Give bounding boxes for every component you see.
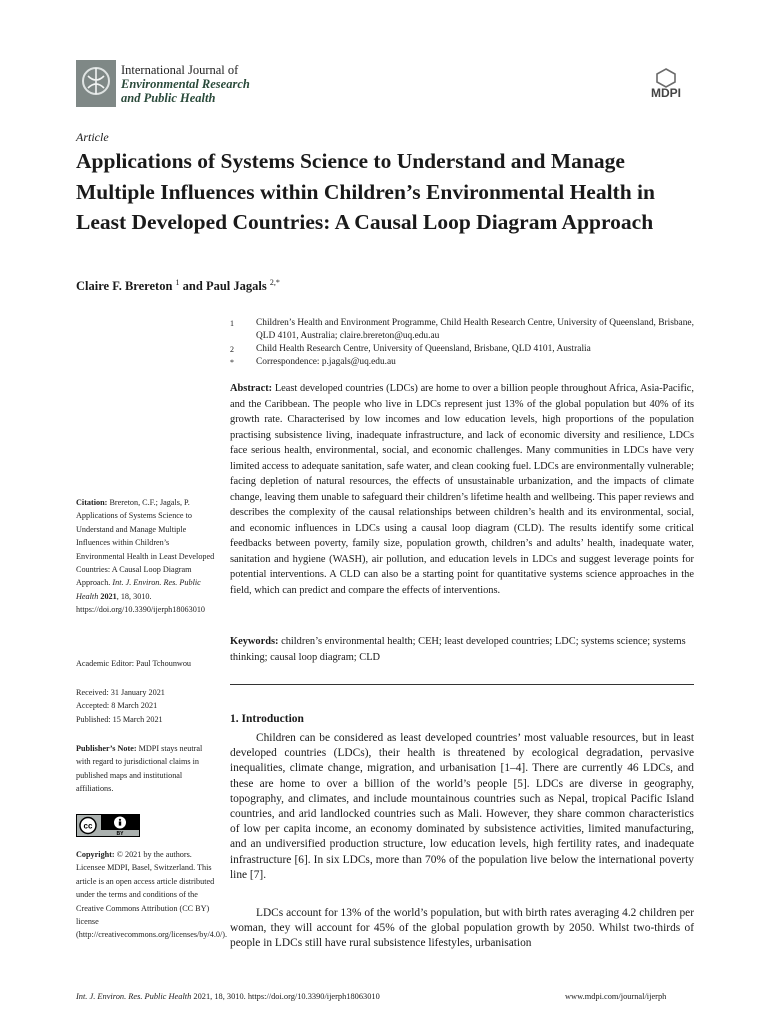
affiliations — [230, 317, 700, 369]
page-title: Applications of Systems Science to Understand and Manage Multiple Influences within Children’s Environmental Health in Least Developed Countries: A Causal Loop Diagram Approach — [76, 149, 655, 234]
date-received: Received: 31 January 2021 — [76, 688, 165, 697]
affiliation-item — [230, 317, 700, 343]
publisher-note-label: Publisher’s Note: — [76, 744, 137, 753]
journal-emblem-icon — [76, 60, 116, 107]
body-paragraph: LDCs account for 13% of the world’s population, but with birth rates averaging 4.2 children per woman, they will account for 45% of the global population growth by 2050. Whilst two-thirds of people in LDCs still have rural subsistence lifestyles, urbanisation — [230, 907, 694, 950]
author-name[interactable]: Paul Jagals — [205, 279, 267, 294]
citation-journal: Int. J. Environ. Res. Public Health — [76, 578, 201, 601]
mdpi-logo-text: MDPI — [651, 86, 681, 100]
citation-year: 2021 — [98, 591, 117, 601]
authors-conjunction: and — [179, 279, 206, 294]
divider — [230, 684, 694, 685]
journal-logo — [76, 60, 116, 107]
citation-label: Citation: — [76, 498, 108, 507]
keywords-text: children’s environmental health; CEH; least developed countries; LDC; systems science; systems thinking; causal loop diagram; CLD — [230, 636, 686, 663]
affiliation-item — [230, 343, 700, 356]
abstract-text: Least developed countries (LDCs) are home to over a billion people throughout Africa, Asia-Pacific, and the Caribbean. The people who live in LDCs represent just 13% of the global population but 40% of its growth rate. Characterised by low incomes and low education levels, high proportions of the population practising subsistence living, inadequate infrastructure, and lack of economic diversity and resilience, LDCs face serious health, environmental, social, and economic challenges. Many communities in LDCs have very limited access to adequate sanitation, safe water, and clean cooking fuel. LDCs are environmentally vulnerable; facing depletion of natural resources, the effects of unsustainable urbanization, and the impacts of climate change, leaving them unable to safeguard their children’s lifetime health and wellbeing. This paper reviews and describes the complexity of the causal relationships between children’s health and its environmental, social, and economic influences in LDCs using a causal loop diagram (CLD). The results identify some critical feedbacks between poverty, family size, population growth, children’s and adults’ health, inadequate water, sanitation and hygiene (WASH), air pollution, and education levels in LDCs and suggest leverage points for potential interventions. A CLD can also be a starting point for quantitative systems science approaches in the field, which can predict and compare the effects of interventions. — [230, 383, 694, 596]
body-paragraph: Children can be considered as least developed countries’ most valuable resources, but in least developed countries (LDCs), their health is threatened by ecological degradation, pervasive inequalities, climate change, migration, and urbanisation [1–4]. There are currently 46 LDCs, and these are home to over a billion of the world’s people [5]. LDCs are diverse in geography, topography, and climates, and include mountainous countries such as Nepal, tropical Pacific Island countries, and arid landlocked countries such as Mali. However, they share common characteristics of low per capita income, an economy dominated by subsistence activities, limited manufacturing, and an undiversified production structure, low education levels, high fertility rates, and inadequate infrastructure [6]. In six LDCs, more than 70% of the population live below the international poverty line [7]. — [230, 732, 694, 881]
citation-block — [76, 496, 216, 617]
abstract — [230, 381, 694, 598]
date-accepted: Accepted: 8 March 2021 — [76, 701, 158, 711]
journal-name — [121, 63, 250, 105]
publisher-note-text: MDPI stays neutral with regard to jurisdictional claims in published maps and institutional affiliations. — [76, 744, 203, 794]
publisher-note — [76, 742, 216, 796]
authors — [76, 278, 280, 294]
journal-name-line3: and Public Health — [121, 91, 216, 105]
affiliation-item — [230, 356, 700, 369]
abstract-label: Abstract: — [230, 383, 273, 394]
copyright-block — [76, 848, 228, 942]
keywords — [230, 634, 694, 665]
cc-by-icon — [77, 815, 139, 836]
cc-license-badge[interactable] — [76, 814, 140, 837]
citation-doi[interactable]: , 18, 3010. https://doi.org/10.3390/ijerph18063010 — [76, 591, 206, 615]
dates-block — [76, 686, 216, 726]
svg-text:cc: cc — [83, 821, 93, 831]
affiliation-text: Children’s Health and Environment Programme, Child Health Research Centre, University of Queensland, Brisbane, QLD 4101, Australia; claire.brereton@uq.edu.au — [256, 318, 694, 341]
copyright-text: © 2021 by the authors. Licensee MDPI, Basel, Switzerland. This article is an open access article distributed under the terms and conditions of the Creative Commons Attribution (CC BY) license (http://creativecommons.org/licenses/by/4.0/). — [76, 850, 228, 940]
journal-name-line1: International Journal of — [121, 63, 239, 77]
affiliation-text: Child Health Research Centre, University of Queensland, Brisbane, QLD 4101, Australia — [256, 344, 591, 354]
mdpi-logo — [642, 68, 690, 100]
affiliation-number: * — [230, 358, 234, 367]
copyright-label: Copyright: — [76, 850, 115, 859]
svg-text:BY: BY — [116, 831, 124, 836]
author-affiliation-ref: 2,* — [269, 278, 280, 287]
citation-text: Brereton, C.F.; Jagals, P. Applications of Systems Science to Understand and Manage Multiple Influences within Children’s Environmental Health in Least Developed Countries: A Causal Loop Diagram Approach. — [76, 498, 215, 588]
correspondence-text[interactable]: Correspondence: p.jagals@uq.edu.au — [256, 357, 396, 367]
author-affiliation-ref: 1 — [175, 278, 180, 287]
footer-url[interactable]: www.mdpi.com/journal/ijerph — [565, 992, 667, 1001]
journal-name-line2: Environmental Research — [121, 77, 250, 91]
section-heading: 1. Introduction — [230, 713, 304, 725]
mdpi-logo-icon — [642, 68, 690, 100]
affiliation-number: 1 — [230, 319, 234, 328]
keywords-label: Keywords: — [230, 636, 279, 647]
date-published: Published: 15 March 2021 — [76, 714, 163, 724]
footer-citation-text[interactable]: 2021, 18, 3010. https://doi.org/10.3390/ijerph18063010 — [191, 992, 380, 1001]
academic-editor: Academic Editor: Paul Tchounwou — [76, 659, 192, 668]
footer-citation — [76, 992, 380, 1001]
author-name[interactable]: Claire F. Brereton — [76, 279, 173, 294]
article-type: Article — [76, 130, 109, 144]
affiliation-number: 2 — [230, 345, 234, 354]
footer-journal: Int. J. Environ. Res. Public Health — [76, 992, 192, 1001]
